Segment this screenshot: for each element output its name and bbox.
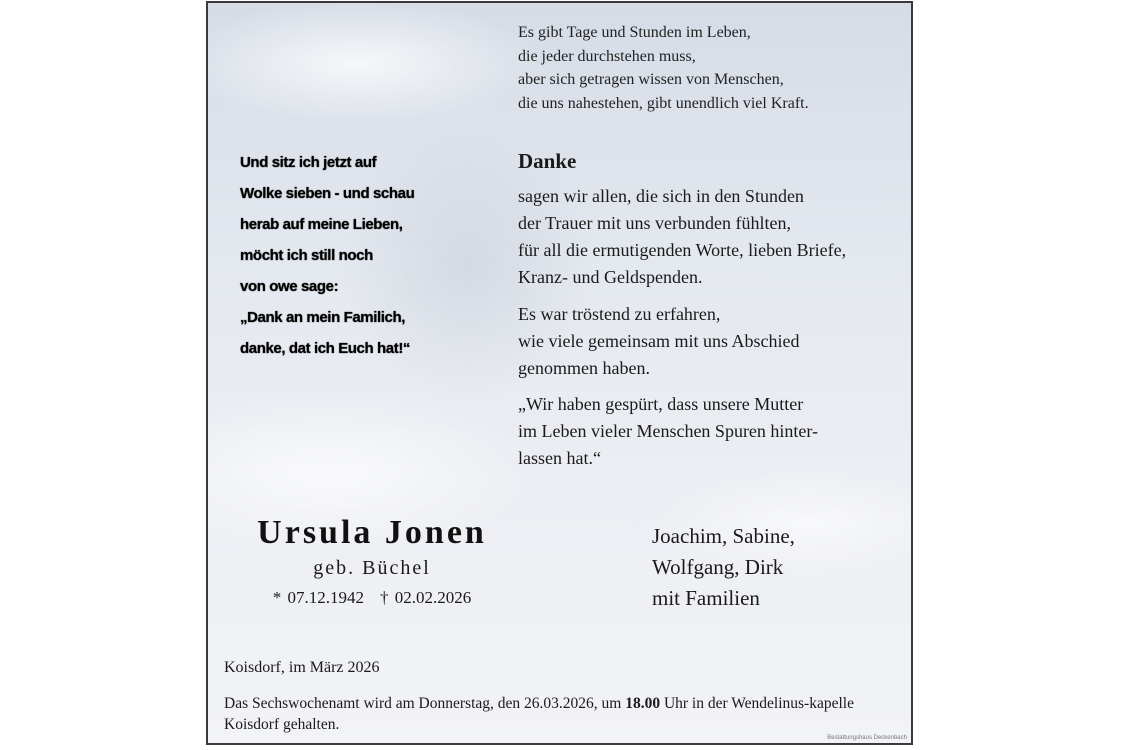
paragraph-line: der Trauer mit uns verbunden fühlten,	[518, 213, 791, 233]
quote-line: danke, dat ich Euch hat!“	[240, 340, 411, 357]
notice-text-end: Uhr in der Wendelinus-kapelle Koisdorf gehalten.	[224, 695, 854, 733]
dialect-quote	[240, 147, 414, 364]
poem-line: aber sich getragen wissen von Menschen,	[518, 71, 784, 88]
quote-line: „Dank an mein Familich,	[240, 309, 406, 326]
paragraph-line: im Leben vieler Menschen Spuren hinter-	[518, 421, 819, 441]
mother-quote	[518, 391, 818, 472]
poem-text	[518, 21, 809, 115]
quote-line: möcht ich still noch	[240, 247, 373, 264]
family-line: Joachim, Sabine,	[652, 524, 795, 548]
mass-notice	[224, 693, 904, 735]
maiden-name: geb. Büchel	[313, 557, 431, 579]
paragraph-line: genommen haben.	[518, 358, 650, 378]
paragraph-line: Es war tröstend zu erfahren,	[518, 304, 721, 324]
quote-line: von owe sage:	[240, 278, 339, 295]
death-date: † 02.02.2026	[380, 588, 472, 607]
comfort-paragraph	[518, 301, 799, 382]
notice-text: Das Sechswochenamt wird am Donnerstag, den 26.03.2026, um	[224, 695, 626, 712]
paragraph-line: sagen wir allen, die sich in den Stunden	[518, 186, 804, 206]
place-date: Koisdorf, im März 2026	[224, 659, 380, 676]
paragraph-line: für all die ermutigenden Worte, lieben Briefe,	[518, 240, 847, 260]
thanks-heading: Danke	[518, 149, 577, 173]
funeral-home-credit: Bestattungshaus Deckenbach	[827, 735, 907, 741]
family-line: Wolfgang, Dirk	[652, 555, 784, 579]
poem-line: die uns nahestehen, gibt unendlich viel Kraft.	[518, 94, 809, 112]
paragraph-line: „Wir haben gespürt, dass unsere Mutter	[518, 394, 804, 414]
poem-line: die jeder durchstehen muss,	[518, 47, 696, 65]
life-dates	[232, 587, 512, 609]
paragraph-line: wie viele gemeinsam mit uns Abschied	[518, 331, 800, 351]
notice-time: 18.00	[625, 695, 661, 712]
paragraph-line: Kranz- und Geldspenden.	[518, 267, 703, 287]
quote-line: Und sitz ich jetzt auf	[240, 154, 377, 171]
poem-line: Es gibt Tage und Stunden im Leben,	[518, 24, 751, 41]
quote-line: herab auf meine Lieben,	[240, 216, 403, 233]
quote-line: Wolke sieben - und schau	[240, 185, 415, 202]
obituary-card	[206, 1, 913, 745]
birth-date: * 07.12.1942	[272, 588, 364, 607]
paragraph-line: lassen hat.“	[518, 448, 601, 468]
family-line: mit Familien	[652, 586, 760, 610]
deceased-block	[232, 513, 512, 609]
family-signature	[652, 521, 795, 614]
thanks-paragraph	[518, 183, 846, 291]
deceased-name: Ursula Jonen	[257, 514, 487, 551]
